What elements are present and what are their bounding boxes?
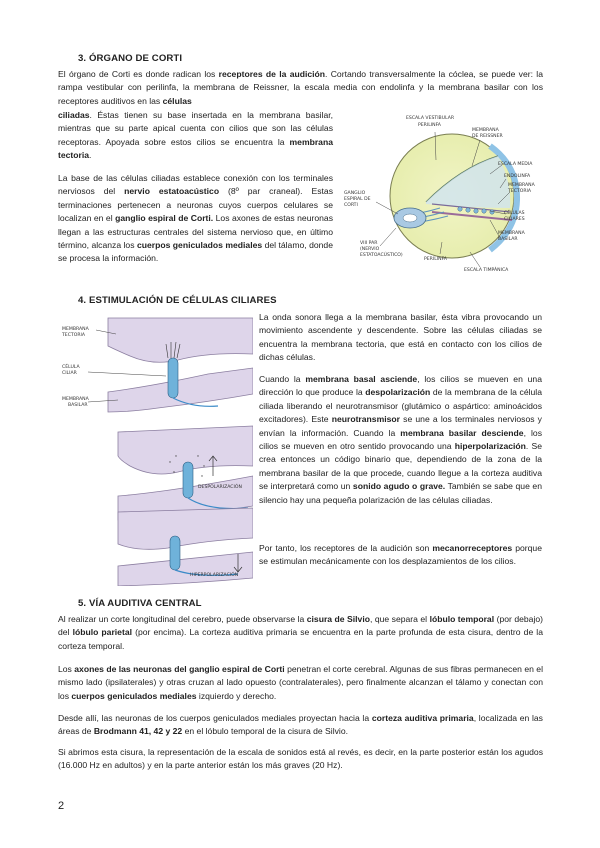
basilar-membrane-shape-3 xyxy=(118,552,253,586)
label-ganglio-espiral: GANGLIO xyxy=(344,191,366,196)
label-membrana-reissner-2: DE REISSNER xyxy=(472,134,503,139)
label-despolarizacion: DESPOLARIZACIÓN xyxy=(198,485,242,490)
text-run: , los cilios se mueven en una dirección lo que produce la xyxy=(259,374,542,398)
text-run: , que separa el xyxy=(369,614,430,624)
text-run: Por tanto, los receptores de la audición son xyxy=(259,543,433,553)
cochlea-cross-section-figure xyxy=(340,104,550,274)
text-run: Los axones de estas neuronas llegan a las estructuras centrales del sistema nervioso que, en último término, alcanza los xyxy=(58,213,333,251)
page-number: 2 xyxy=(58,800,65,812)
label-membrana-basilar: MEMBRANA xyxy=(498,231,525,236)
text-run: del tálamo, donde se procesa la información. xyxy=(58,240,333,264)
section-3-paragraph-2 xyxy=(58,109,333,163)
text-run: . Éstas tienen su base insertada en la membrana basilar, mientras que su parte apical cuenta con cilios que son las células receptoras. Apoyada sobre estos cilios se encuentra la xyxy=(58,110,333,147)
bold-text-run: sonido agudo o grave. xyxy=(352,481,446,492)
bold-text-run: membrana basal asciende xyxy=(305,374,418,384)
label-escala-timpanica: ESCALA TIMPÁNICA xyxy=(464,268,509,273)
bold-text-run: ganglio espiral de Corti. xyxy=(115,213,214,224)
bold-text-run: corteza auditiva primaria xyxy=(371,713,474,723)
text-run: . Cortando transversalmente la cóclea, se puede ver: la rampa vestibular con perilinfa, la membrana de Reissner, la escala media con endolinfa y la membrana basilar con los receptores auditivos en las xyxy=(58,69,543,106)
tectorial-membrane-shape-3 xyxy=(118,508,253,549)
label-celulas-ciliares: CÉLULAS xyxy=(504,211,525,216)
label-membrana-basilar-fig4: MEMBRANA xyxy=(62,397,89,402)
section-4-paragraph-3 xyxy=(259,542,542,569)
bold-text-run: neurotransmisor xyxy=(331,414,400,425)
text-run: (por encima). La corteza auditiva primaria se encuentra en la parte profunda de esta cisura, dentro de la corteza temporal. xyxy=(58,627,544,651)
spiral-ganglion-core xyxy=(403,214,417,222)
text-run: . Se crea entonces un código binario que, dependiendo de la zona de la membrana basilar de la que procede, cuando llegue a la corteza auditiva se interpretará como un xyxy=(259,441,542,492)
text-run: de la membrana de la célula ciliada liberando el neurotransmisor (glutámico o aspártico: aminoácidos excitadores). Este xyxy=(259,387,542,425)
section-4-paragraph-2 xyxy=(259,373,542,507)
label-membrana-tectoria: MEMBRANA xyxy=(508,183,535,188)
label-celulas-ciliares-2: CILIARES xyxy=(504,217,525,222)
section-5-paragraph-3 xyxy=(58,712,543,739)
text-run: (8º par craneal). Estas terminaciones pertenecen a neuronas cuyos cuerpos celulares se localizan en el xyxy=(58,186,333,224)
bold-text-run: lóbulo parietal xyxy=(72,627,132,638)
text-run: El órgano de Corti es donde radican los xyxy=(58,69,219,79)
section-5-heading: 5. VÍA AUDITIVA CENTRAL xyxy=(78,598,202,609)
text-run: Cuando la xyxy=(259,374,306,384)
bold-text-run: nervio estatoacústico xyxy=(124,186,220,197)
hair-cell-3 xyxy=(170,536,180,570)
text-run: También se sabe que en silencio hay una pequeña polarización de las células ciliadas. xyxy=(259,481,542,505)
label-ganglio-espiral-2: ESPIRAL DE xyxy=(344,197,371,202)
label-membrana-basilar-fig4-2: BASILAR xyxy=(68,403,88,408)
label-membrana-tectoria-2: TECTORIA xyxy=(508,189,532,194)
bold-text-run: mecanorreceptores xyxy=(432,543,513,553)
label-celula-ciliar-2: CILIAR xyxy=(62,371,77,376)
label-celula-ciliar: CÉLULA xyxy=(62,365,80,370)
label-perilinfa-top: PERILINFA xyxy=(418,123,441,128)
bold-text-run: hiperpolarización xyxy=(454,441,526,452)
section-5-paragraph-2 xyxy=(58,663,543,703)
label-escala-vestibular: ESCALA VESTIBULAR xyxy=(406,116,455,121)
text-run: , los cilios se mueven en otro sentido provocando una xyxy=(259,427,543,452)
text-run: se une a los terminales nerviosos y envían la información. Cuando la xyxy=(259,414,542,438)
section-3-heading: 3. ÓRGANO DE CORTI xyxy=(78,53,183,64)
bold-text-run: membrana basilar desciende xyxy=(400,427,524,438)
label-perilinfa-bottom: PERILINFA xyxy=(424,257,447,262)
bold-text-run: membrana tectoria xyxy=(58,136,333,161)
text-run: . xyxy=(89,150,92,161)
hair-cell-2 xyxy=(183,462,193,498)
section-3-paragraph-3 xyxy=(58,172,333,266)
text-run: en el lóbulo temporal de la cisura de Silvio. xyxy=(182,726,348,737)
basilar-membrane-shape xyxy=(108,368,253,412)
text-run: (por debajo) del xyxy=(58,614,543,638)
label-membrana-tectoria-fig4: MEMBRANA xyxy=(62,327,89,332)
hair-cell-stimulation-figure xyxy=(58,316,253,586)
section-4-heading: 4. ESTIMULACIÓN DE CÉLULAS CILIARES xyxy=(78,295,277,306)
text-run: Si abrimos esta cisura, la representación de la escala de sonidos está al revés, es decir, en la parte posterior están los agudos (16.000 Hz en adultos) y en la parte anterior están los más graves (20 Hz). xyxy=(58,747,543,771)
tectorial-membrane-shape xyxy=(108,318,253,362)
label-endolinfa: ENDOLINFA xyxy=(504,174,531,179)
text-run: penetran el corte cerebral. Algunas de sus fibras permanecen en el mismo lado (ipsilaterales) y otras cruzan al lado opuesto (contralaterales), pero finalmente alcanzan el tálamo y conectan con los xyxy=(58,664,543,701)
bold-text-run: ciliadas xyxy=(58,110,90,120)
bold-text-run: Brodmann 41, 42 y 22 xyxy=(93,726,183,737)
label-nervio-3: ESTATOACÚSTICO) xyxy=(360,253,403,258)
bold-text-run: lóbulo temporal xyxy=(429,614,495,624)
label-membrana-basilar-2: BASILAR xyxy=(498,237,518,242)
text-run: , localizada en las áreas de xyxy=(58,713,543,737)
hair-cell-1 xyxy=(168,358,178,398)
label-hiperpolarizacion: HIPERPOLARIZACIÓN xyxy=(190,573,239,578)
bold-text-run: despolarización xyxy=(365,387,431,398)
bold-text-run: células xyxy=(162,95,192,106)
text-run: izquierdo y derecho. xyxy=(196,690,277,701)
text-run: La onda sonora llega a la membrana basilar, ésta vibra provocando un movimiento ascendente y descendente. Sobre las células ciliadas se encuentra la membrana tectoria, que está en contacto con los cilios de dichas células. xyxy=(259,312,542,363)
bold-text-run: cuerpos geniculados mediales xyxy=(71,690,197,701)
text-run: porque se estimulan mecánicamente con los desplazamientos de los cilios. xyxy=(259,543,542,567)
bold-text-run: cisura de Silvio xyxy=(306,614,370,624)
bold-text-run: axones de las neuronas del ganglio espiral de Corti xyxy=(74,664,285,674)
bold-text-run: receptores de la audición xyxy=(218,69,326,79)
bold-text-run: cuerpos geniculados mediales xyxy=(136,240,263,251)
label-escala-media: ESCALA MEDIA xyxy=(498,162,533,167)
label-ganglio-espiral-3: CORTI xyxy=(344,203,358,208)
label-nervio: VIII PAR xyxy=(360,241,378,246)
label-nervio-2: (NERVIO xyxy=(360,247,380,252)
label-membrana-reissner: MEMBRANA xyxy=(472,128,499,133)
section-5-paragraph-1 xyxy=(58,613,543,653)
text-run: Desde allí, las neuronas de los cuerpos geniculados mediales proyectan hacia la xyxy=(58,713,372,723)
text-run: La base de las células ciliadas establece conexión con los terminales nerviosos del xyxy=(58,173,333,197)
text-run: Al realizar un corte longitudinal del cerebro, puede observarse la xyxy=(58,614,307,624)
text-run: Los xyxy=(58,664,75,674)
section-3-paragraph-1 xyxy=(58,68,543,108)
section-5-paragraph-4 xyxy=(58,746,543,773)
section-4-paragraph-1 xyxy=(259,311,542,365)
label-membrana-tectoria-fig4-2: TECTORIA xyxy=(62,333,86,338)
